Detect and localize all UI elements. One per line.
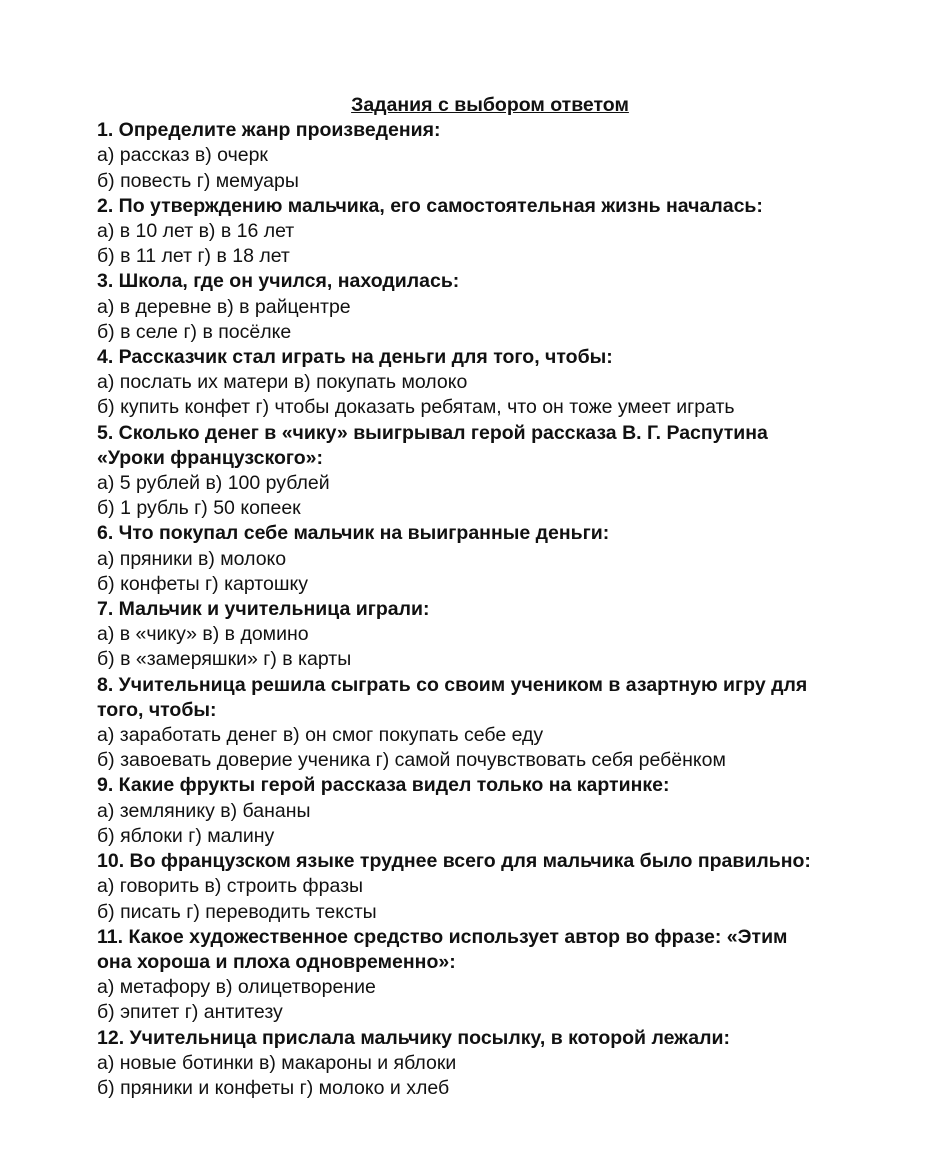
answer-options-a: а) рассказ в) очерк xyxy=(97,144,268,167)
question-block xyxy=(97,597,877,673)
question-block xyxy=(97,925,877,1026)
question-text: она хороша и плоха одновременно»: xyxy=(97,950,456,973)
question-text: 2. По утверждению мальчика, его самостоятельная жизнь началась: xyxy=(97,194,763,217)
answer-options-a: а) новые ботинки в) макароны и яблоки xyxy=(97,1051,457,1074)
answer-options-b: б) в 11 лет г) в 18 лет xyxy=(97,245,290,268)
answer-options-b: б) пряники и конфеты г) молоко и хлеб xyxy=(97,1076,450,1099)
answer-options-b: б) повесть г) мемуары xyxy=(97,169,299,192)
question-list xyxy=(97,118,877,1101)
question-text: 3. Школа, где он учился, находилась: xyxy=(97,270,460,293)
question-text: того, чтобы: xyxy=(97,698,217,721)
answer-options-b: б) завоевать доверие ученика г) самой почувствовать себя ребёнком xyxy=(97,749,726,772)
question-text: 8. Учительница решила сыграть со своим учеником в азартную игру для xyxy=(97,673,808,696)
answer-options-a: а) послать их матери в) покупать молоко xyxy=(97,371,468,394)
answer-options-b: б) 1 рубль г) 50 копеек xyxy=(97,497,301,520)
answer-options-a: а) говорить в) строить фразы xyxy=(97,875,364,898)
document-title: Задания с выбором ответом xyxy=(351,94,629,116)
document-page xyxy=(97,93,877,1101)
question-text: 1. Определите жанр произведения: xyxy=(97,119,441,142)
question-block xyxy=(97,773,877,849)
answer-options-b: б) в «замеряшки» г) в карты xyxy=(97,648,352,671)
question-text: 11. Какое художественное средство использует автор во фразе: «Этим xyxy=(97,925,788,948)
answer-options-a: а) метафору в) олицетворение xyxy=(97,976,376,999)
question-block xyxy=(97,1026,877,1102)
question-text: 5. Сколько денег в «чику» выигрывал герой рассказа В. Г. Распутина xyxy=(97,421,768,444)
question-block xyxy=(97,194,877,270)
question-block xyxy=(97,521,877,597)
question-block xyxy=(97,269,877,345)
answer-options-b: б) писать г) переводить тексты xyxy=(97,900,377,923)
question-text: 7. Мальчик и учительница играли: xyxy=(97,598,430,621)
question-text: 6. Что покупал себе мальчик на выигранные деньги: xyxy=(97,522,610,545)
question-text: 9. Какие фрукты герой рассказа видел только на картинке: xyxy=(97,774,670,797)
answer-options-b: б) в селе г) в посёлке xyxy=(97,320,292,343)
answer-options-a: а) в деревне в) в райцентре xyxy=(97,295,351,318)
question-block xyxy=(97,118,877,194)
question-text: 12. Учительница прислала мальчику посылку, в которой лежали: xyxy=(97,1026,730,1049)
answer-options-a: а) в «чику» в) в домино xyxy=(97,623,309,646)
answer-options-a: а) пряники в) молоко xyxy=(97,547,287,570)
answer-options-b: б) купить конфет г) чтобы доказать ребятам, что он тоже умеет играть xyxy=(97,396,735,419)
question-text: 4. Рассказчик стал играть на деньги для того, чтобы: xyxy=(97,346,613,369)
answer-options-b: б) конфеты г) картошку xyxy=(97,572,308,595)
answer-options-a: а) в 10 лет в) в 16 лет xyxy=(97,220,295,243)
answer-options-b: б) эпитет г) антитезу xyxy=(97,1001,283,1024)
answer-options-a: а) 5 рублей в) 100 рублей xyxy=(97,472,330,495)
question-block xyxy=(97,673,877,774)
question-block xyxy=(97,421,877,522)
question-block xyxy=(97,345,877,421)
question-text: 10. Во французском языке труднее всего для мальчика было правильно: xyxy=(97,850,811,873)
answer-options-a: а) заработать денег в) он смог покупать себе еду xyxy=(97,724,544,747)
answer-options-a: а) землянику в) бананы xyxy=(97,799,311,822)
question-block xyxy=(97,849,877,925)
question-text: «Уроки французского»: xyxy=(97,446,323,469)
answer-options-b: б) яблоки г) малину xyxy=(97,824,275,847)
